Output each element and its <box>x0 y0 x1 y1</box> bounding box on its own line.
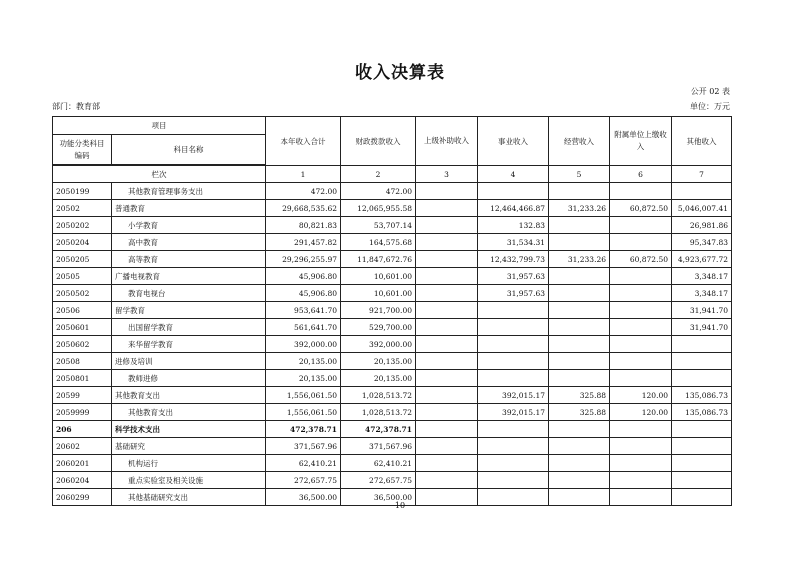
row-name: 普通教育 <box>112 200 266 217</box>
row-value: 60,872.50 <box>610 200 672 217</box>
table-row <box>53 200 732 217</box>
row-code: 2059999 <box>53 404 112 421</box>
page-number: 10 <box>394 501 406 510</box>
table-row <box>53 370 732 387</box>
row-value: 472,378.71 <box>266 421 341 438</box>
row-value <box>416 285 478 302</box>
row-value <box>416 268 478 285</box>
row-value <box>416 455 478 472</box>
row-name: 来华留学教育 <box>112 336 266 353</box>
header-business: 事业收入 <box>478 117 549 166</box>
row-value <box>478 421 549 438</box>
row-value: 529,700.00 <box>341 319 416 336</box>
row-name: 其他教育管理事务支出 <box>112 183 266 200</box>
row-value: 472,378.71 <box>341 421 416 438</box>
row-value: 392,000.00 <box>341 336 416 353</box>
row-value: 10,601.00 <box>341 285 416 302</box>
row-value: 26,981.86 <box>672 217 732 234</box>
row-value <box>610 370 672 387</box>
row-value: 561,641.70 <box>266 319 341 336</box>
row-value <box>416 251 478 268</box>
row-value <box>672 336 732 353</box>
row-value: 36,500.00 <box>341 489 416 506</box>
row-value: 31,233.26 <box>549 200 610 217</box>
header-code: 功能分类科目编码 <box>53 135 112 165</box>
col-number: 5 <box>549 166 610 183</box>
table-row <box>53 285 732 302</box>
row-name: 科学技术支出 <box>112 421 266 438</box>
row-value: 62,410.21 <box>266 455 341 472</box>
row-value: 36,500.00 <box>266 489 341 506</box>
row-value <box>549 234 610 251</box>
table-row <box>53 353 732 370</box>
row-code: 20505 <box>53 268 112 285</box>
row-name: 出国留学教育 <box>112 319 266 336</box>
row-value <box>549 370 610 387</box>
row-value: 1,556,061.50 <box>266 387 341 404</box>
row-value: 921,700.00 <box>341 302 416 319</box>
header-total: 本年收入合计 <box>266 117 341 166</box>
row-value: 135,086.73 <box>672 404 732 421</box>
row-value <box>478 455 549 472</box>
header-row-label: 栏次 <box>53 166 266 183</box>
header-fiscal: 财政拨款收入 <box>341 117 416 166</box>
table-header <box>53 117 732 183</box>
row-value: 11,847,672.76 <box>341 251 416 268</box>
row-value: 31,534.31 <box>478 234 549 251</box>
header-name: 科目名称 <box>112 135 266 165</box>
row-value: 291,457.82 <box>266 234 341 251</box>
row-value <box>416 217 478 234</box>
row-code: 20602 <box>53 438 112 455</box>
header-upper-subsidy: 上级补助收入 <box>416 117 478 166</box>
table-row <box>53 217 732 234</box>
row-value: 62,410.21 <box>341 455 416 472</box>
row-value <box>416 319 478 336</box>
row-value: 20,135.00 <box>341 353 416 370</box>
row-value <box>416 234 478 251</box>
row-value: 12,065,955.58 <box>341 200 416 217</box>
row-code: 2050205 <box>53 251 112 268</box>
row-code: 20508 <box>53 353 112 370</box>
row-value: 29,668,535.62 <box>266 200 341 217</box>
row-code: 2050199 <box>53 183 112 200</box>
unit-label: 单位：万元 <box>690 102 730 111</box>
row-value <box>416 387 478 404</box>
row-value: 20,135.00 <box>341 370 416 387</box>
row-value: 135,086.73 <box>672 387 732 404</box>
row-name: 小学教育 <box>112 217 266 234</box>
row-value: 953,641.70 <box>266 302 341 319</box>
form-number: 公开 02 表 <box>690 87 730 96</box>
row-code: 206 <box>53 421 112 438</box>
row-value <box>416 183 478 200</box>
row-value <box>416 438 478 455</box>
row-value <box>416 404 478 421</box>
row-value: 4,923,677.72 <box>672 251 732 268</box>
row-value: 392,015.17 <box>478 404 549 421</box>
row-value: 10,601.00 <box>341 268 416 285</box>
row-value: 1,028,513.72 <box>341 404 416 421</box>
col-number: 2 <box>341 166 416 183</box>
row-value <box>610 285 672 302</box>
row-value <box>416 353 478 370</box>
row-value: 29,296,255.97 <box>266 251 341 268</box>
row-value <box>416 302 478 319</box>
row-code: 2050202 <box>53 217 112 234</box>
row-value <box>416 200 478 217</box>
row-value: 272,657.75 <box>266 472 341 489</box>
header-other: 其他收入 <box>672 117 732 166</box>
row-value: 31,941.70 <box>672 319 732 336</box>
table-row <box>53 455 732 472</box>
row-name: 高等教育 <box>112 251 266 268</box>
row-value <box>549 472 610 489</box>
row-value <box>610 336 672 353</box>
table-row <box>53 302 732 319</box>
row-code: 2060204 <box>53 472 112 489</box>
row-value <box>549 438 610 455</box>
row-value <box>610 455 672 472</box>
row-value <box>672 472 732 489</box>
row-value <box>610 421 672 438</box>
row-value <box>672 370 732 387</box>
row-value <box>478 302 549 319</box>
col-number: 1 <box>266 166 341 183</box>
row-value <box>672 353 732 370</box>
row-value: 60,872.50 <box>610 251 672 268</box>
row-name: 其他教育支出 <box>112 387 266 404</box>
row-value: 31,941.70 <box>672 302 732 319</box>
row-value: 392,015.17 <box>478 387 549 404</box>
row-value: 371,567.96 <box>266 438 341 455</box>
row-value <box>549 183 610 200</box>
row-value: 20,135.00 <box>266 370 341 387</box>
row-value: 472.00 <box>341 183 416 200</box>
row-code: 2060201 <box>53 455 112 472</box>
row-code: 20502 <box>53 200 112 217</box>
row-value <box>478 438 549 455</box>
row-value: 272,657.75 <box>341 472 416 489</box>
table-row <box>53 234 732 251</box>
table-row <box>53 268 732 285</box>
row-value <box>672 455 732 472</box>
header-affiliated: 附属单位上缴收入 <box>610 117 672 166</box>
row-code: 2050204 <box>53 234 112 251</box>
row-value <box>610 319 672 336</box>
row-value <box>549 268 610 285</box>
row-value: 20,135.00 <box>266 353 341 370</box>
row-value <box>610 353 672 370</box>
row-value: 392,000.00 <box>266 336 341 353</box>
row-code: 2050602 <box>53 336 112 353</box>
row-code: 2050601 <box>53 319 112 336</box>
row-value <box>610 183 672 200</box>
table-row <box>53 421 732 438</box>
row-value <box>549 336 610 353</box>
row-value <box>549 302 610 319</box>
row-name: 教师进修 <box>112 370 266 387</box>
table-body <box>53 183 732 506</box>
row-value <box>549 455 610 472</box>
row-value <box>549 217 610 234</box>
row-value <box>478 183 549 200</box>
row-value: 31,957.63 <box>478 285 549 302</box>
col-number: 7 <box>672 166 732 183</box>
row-value <box>549 285 610 302</box>
col-number: 3 <box>416 166 478 183</box>
table-row <box>53 319 732 336</box>
row-value <box>610 268 672 285</box>
row-name: 进修及培训 <box>112 353 266 370</box>
row-code: 2050502 <box>53 285 112 302</box>
row-value <box>549 421 610 438</box>
row-value: 31,957.63 <box>478 268 549 285</box>
table-row <box>53 438 732 455</box>
row-value <box>478 319 549 336</box>
row-value <box>478 353 549 370</box>
row-value: 31,233.26 <box>549 251 610 268</box>
row-value: 95,347.83 <box>672 234 732 251</box>
col-number: 6 <box>610 166 672 183</box>
row-value: 12,432,799.73 <box>478 251 549 268</box>
row-name: 教育电视台 <box>112 285 266 302</box>
table-row <box>53 404 732 421</box>
income-table <box>52 116 732 506</box>
row-value: 120.00 <box>610 404 672 421</box>
table-row <box>53 387 732 404</box>
row-value <box>610 217 672 234</box>
row-code: 2060299 <box>53 489 112 506</box>
row-value <box>478 472 549 489</box>
row-value <box>478 336 549 353</box>
row-value <box>672 438 732 455</box>
row-value: 5,046,007.41 <box>672 200 732 217</box>
row-value <box>416 370 478 387</box>
department-label: 部门：教育部 <box>52 102 100 111</box>
row-value: 12,464,466.87 <box>478 200 549 217</box>
row-code: 20599 <box>53 387 112 404</box>
row-name: 留学教育 <box>112 302 266 319</box>
row-value: 1,028,513.72 <box>341 387 416 404</box>
row-value <box>672 421 732 438</box>
row-code: 20506 <box>53 302 112 319</box>
row-value <box>549 319 610 336</box>
table-row <box>53 183 732 200</box>
row-value: 53,707.14 <box>341 217 416 234</box>
row-value: 80,821.83 <box>266 217 341 234</box>
row-name: 其他基础研究支出 <box>112 489 266 506</box>
row-value: 325.88 <box>549 404 610 421</box>
row-value <box>672 183 732 200</box>
row-value: 325.88 <box>549 387 610 404</box>
row-value <box>416 472 478 489</box>
report-title: 收入决算表 <box>355 63 445 83</box>
row-name: 基础研究 <box>112 438 266 455</box>
row-name: 重点实验室及相关设施 <box>112 472 266 489</box>
row-name: 高中教育 <box>112 234 266 251</box>
row-value <box>610 472 672 489</box>
row-value: 472.00 <box>266 183 341 200</box>
table-row <box>53 472 732 489</box>
header-item: 项目 <box>53 117 266 135</box>
header-operating: 经营收入 <box>549 117 610 166</box>
col-number: 4 <box>478 166 549 183</box>
row-value: 3,348.17 <box>672 285 732 302</box>
row-value <box>610 302 672 319</box>
row-value: 120.00 <box>610 387 672 404</box>
table-row <box>53 336 732 353</box>
row-value <box>610 438 672 455</box>
row-name: 广播电视教育 <box>112 268 266 285</box>
row-value <box>478 370 549 387</box>
row-value: 371,567.96 <box>341 438 416 455</box>
row-value <box>416 421 478 438</box>
row-value <box>610 234 672 251</box>
row-name: 其他教育支出 <box>112 404 266 421</box>
row-name: 机构运行 <box>112 455 266 472</box>
row-value: 45,906.80 <box>266 268 341 285</box>
row-value <box>416 336 478 353</box>
row-value: 45,906.80 <box>266 285 341 302</box>
row-value: 164,575.68 <box>341 234 416 251</box>
row-value: 3,348.17 <box>672 268 732 285</box>
row-value: 1,556,061.50 <box>266 404 341 421</box>
row-code: 2050801 <box>53 370 112 387</box>
row-value <box>549 353 610 370</box>
row-value: 132.83 <box>478 217 549 234</box>
table-row <box>53 251 732 268</box>
